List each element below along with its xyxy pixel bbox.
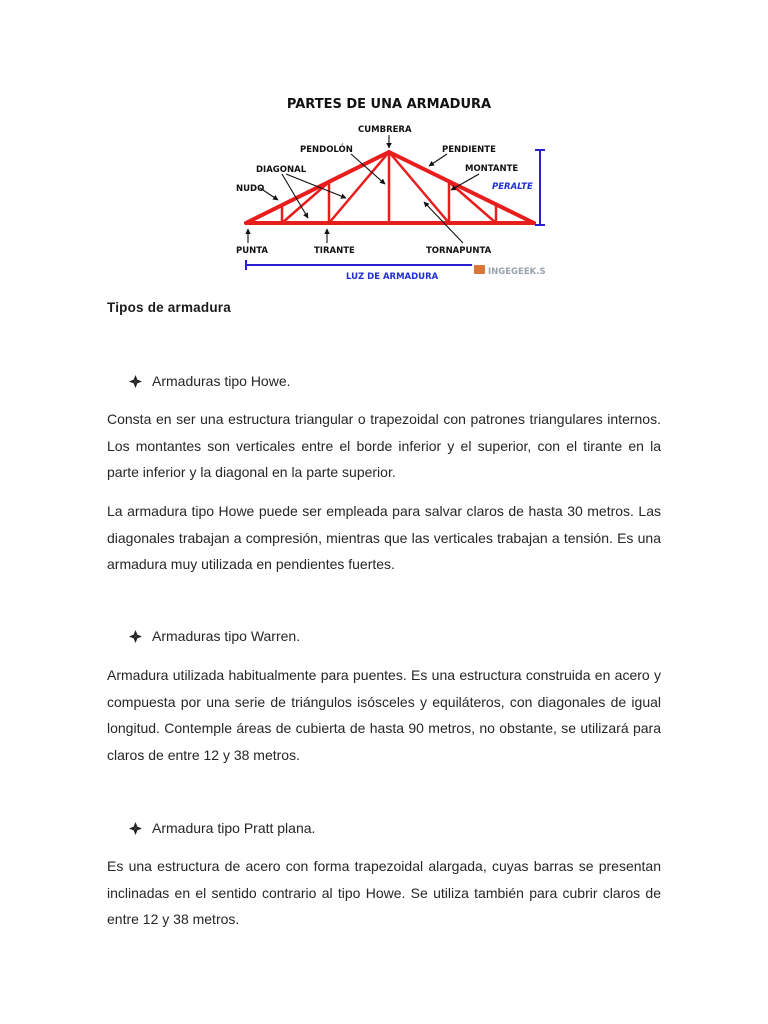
arrow-nudo (260, 188, 278, 200)
label-peralte: PERALTE (492, 182, 533, 192)
paragraph-pratt: Es una estructura de acero con forma trapezoidal alargada, cuyas barras se presentan inclinadas en el sentido contrario al tipo Howe. Se utiliza también para cubrir claros de entre 12 y 38 metros. (107, 858, 661, 927)
label-nudo: NUDO (236, 184, 265, 194)
paragraph-howe-2: La armadura tipo Howe puede ser empleada para salvar claros de hasta 30 metros. Las diagonales trabajan a compresión, mientras que las verticales trabajan a tensión. Es una armadura muy utilizada en pendientes fuertes. (107, 503, 661, 572)
section-heading: Tipos de armadura (107, 300, 231, 315)
left-diagonal-2 (329, 152, 389, 223)
arrow-pendiente (429, 154, 447, 166)
diamond-bullet-icon (129, 822, 142, 835)
bullet-howe (129, 373, 291, 389)
logo-icon (474, 265, 485, 274)
right-diagonal-2 (389, 152, 449, 223)
label-tirante: TIRANTE (314, 246, 355, 256)
truss-diagram-svg (234, 90, 560, 290)
logo-text: INGEGEEK.S (488, 267, 546, 277)
label-luz-de-armadura: LUZ DE ARMADURA (346, 272, 439, 282)
left-rafter (246, 152, 389, 223)
bullet-warren (129, 628, 300, 644)
label-montante: MONTANTE (465, 164, 519, 174)
diagram-title: PARTES DE UNA ARMADURA (286, 97, 492, 112)
diamond-bullet-icon (129, 375, 142, 388)
label-tornapunta: TORNAPUNTA (426, 246, 492, 256)
label-cumbrera: CUMBRERA (358, 125, 412, 135)
bullet-label: Armadura tipo Pratt plana. (152, 820, 316, 836)
bullet-pratt (129, 820, 315, 836)
bullet-label: Armaduras tipo Warren. (152, 628, 301, 644)
paragraph-howe-1: Consta en ser una estructura triangular o trapezoidal con patrones triangulares internos. Los montantes son verticales entre el borde inferior y el superior, con el tirante en la parte inferior y la diagonal en la parte superior. (107, 411, 661, 480)
paragraph-warren: Armadura utilizada habitualmente para puentes. Es una estructura construida en acero y compuesta por una serie de triángulos isósceles y equiláteros, con diagonales de igual longitud. Contemple áreas de cubierta de hasta 90 metros, no obstante, se utilizará para claros de entre 12 y 38 metros. (107, 667, 661, 763)
label-diagonal: DIAGONAL (256, 165, 307, 175)
label-punta: PUNTA (236, 246, 268, 256)
bullet-label: Armaduras tipo Howe. (152, 373, 291, 389)
truss-diagram (234, 90, 560, 290)
diamond-bullet-icon (129, 630, 142, 643)
label-pendiente: PENDIENTE (442, 145, 496, 155)
ingegeek-logo (474, 265, 546, 277)
label-pendolon: PENDOLÓN (300, 145, 353, 155)
